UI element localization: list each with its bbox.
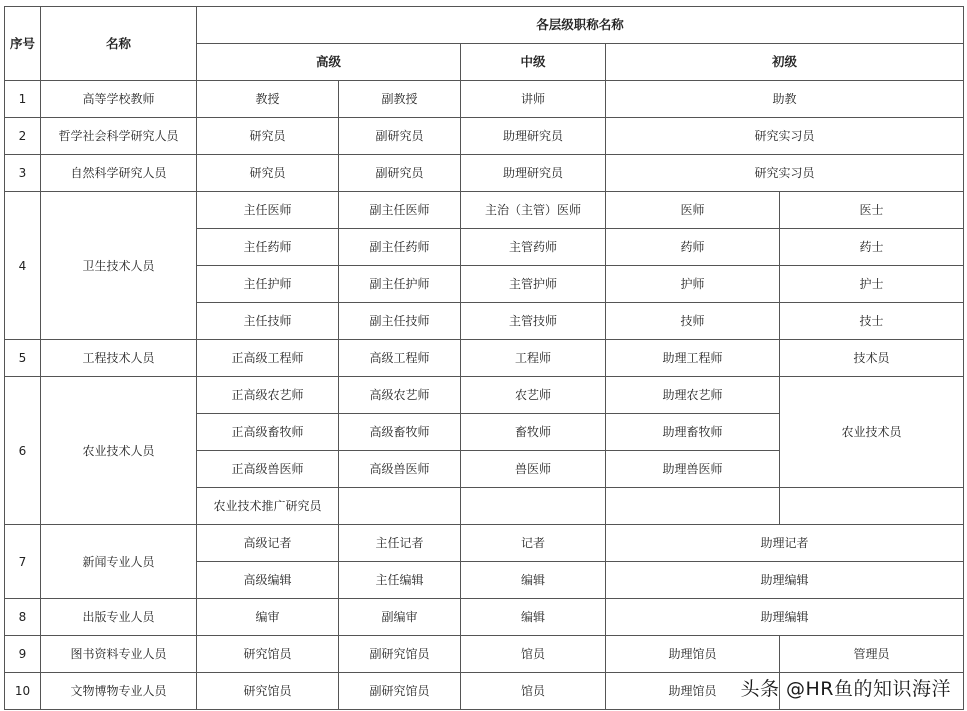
junior-lower-title-cell: 护士 [780,266,964,303]
senior-title-cell: 农业技术推广研究员 [197,488,339,525]
table-row [5,377,964,414]
vice-senior-title-cell: 高级农艺师 [339,377,461,414]
middle-title-cell: 讲师 [461,81,606,118]
middle-title-cell: 主管护师 [461,266,606,303]
junior-lower-title-cell: 药士 [780,229,964,266]
table-row [5,155,964,192]
senior-title-cell: 高级记者 [197,525,339,562]
table-row [5,525,964,562]
junior-lower-title-cell: 医士 [780,192,964,229]
senior-title-cell: 主任护师 [197,266,339,303]
junior-title-cell: 助理畜牧师 [606,414,780,451]
junior-title-cell: 助理馆员 [606,636,780,673]
vice-senior-title-cell: 高级畜牧师 [339,414,461,451]
junior-lower-title-cell: 技术员 [780,340,964,377]
middle-title-cell: 记者 [461,525,606,562]
seq-cell: 7 [5,525,41,599]
junior-title-cell: 研究实习员 [606,118,964,155]
middle-title-cell: 主管药师 [461,229,606,266]
senior-title-cell: 正高级畜牧师 [197,414,339,451]
vice-senior-title-cell: 副教授 [339,81,461,118]
header-junior: 初级 [606,44,964,81]
header-middle: 中级 [461,44,606,81]
junior-title-cell: 研究实习员 [606,155,964,192]
junior-title-cell: 助教 [606,81,964,118]
senior-title-cell: 高级编辑 [197,562,339,599]
vice-senior-title-cell: 副研究馆员 [339,636,461,673]
middle-title-cell: 工程师 [461,340,606,377]
junior-title-cell: 护师 [606,266,780,303]
table-row [5,81,964,118]
table-row [5,340,964,377]
seq-cell: 1 [5,81,41,118]
table-row [5,118,964,155]
header-group: 各层级职称名称 [197,7,964,44]
senior-title-cell: 正高级工程师 [197,340,339,377]
empty-cell [339,488,461,525]
seq-cell: 8 [5,599,41,636]
junior-title-cell: 助理农艺师 [606,377,780,414]
seq-cell: 6 [5,377,41,525]
junior-title-cell: 助理编辑 [606,562,964,599]
empty-cell [606,488,780,525]
name-cell: 出版专业人员 [41,599,197,636]
senior-title-cell: 主任技师 [197,303,339,340]
table-row [5,599,964,636]
middle-title-cell: 助理研究员 [461,118,606,155]
name-cell: 高等学校教师 [41,81,197,118]
vice-senior-title-cell: 副主任药师 [339,229,461,266]
middle-title-cell: 主治（主管）医师 [461,192,606,229]
junior-title-cell: 技师 [606,303,780,340]
name-cell: 哲学社会科学研究人员 [41,118,197,155]
vice-senior-title-cell: 副主任技师 [339,303,461,340]
senior-title-cell: 教授 [197,81,339,118]
seq-cell: 5 [5,340,41,377]
vice-senior-title-cell: 副研究馆员 [339,673,461,710]
vice-senior-title-cell: 主任记者 [339,525,461,562]
senior-title-cell: 正高级农艺师 [197,377,339,414]
senior-title-cell: 研究员 [197,155,339,192]
header-senior: 高级 [197,44,461,81]
vice-senior-title-cell: 主任编辑 [339,562,461,599]
name-cell: 工程技术人员 [41,340,197,377]
seq-cell: 10 [5,673,41,710]
seq-cell: 2 [5,118,41,155]
junior-title-cell: 助理兽医师 [606,451,780,488]
header-seq: 序号 [5,7,41,81]
vice-senior-title-cell: 副研究员 [339,118,461,155]
senior-title-cell: 正高级兽医师 [197,451,339,488]
middle-title-cell: 编辑 [461,599,606,636]
middle-title-cell: 兽医师 [461,451,606,488]
junior-title-cell: 助理记者 [606,525,964,562]
name-cell: 农业技术人员 [41,377,197,525]
vice-senior-title-cell: 副编审 [339,599,461,636]
junior-title-cell: 助理馆员 [606,673,780,710]
vice-senior-title-cell: 副研究员 [339,155,461,192]
name-cell: 新闻专业人员 [41,525,197,599]
middle-title-cell: 馆员 [461,636,606,673]
junior-title-cell: 助理编辑 [606,599,964,636]
header-row-1 [5,7,964,44]
title-table [4,6,964,710]
junior-title-cell: 助理工程师 [606,340,780,377]
empty-cell [461,488,606,525]
header-name: 名称 [41,7,197,81]
seq-cell: 4 [5,192,41,340]
vice-senior-title-cell: 副主任医师 [339,192,461,229]
middle-title-cell: 助理研究员 [461,155,606,192]
table-row [5,636,964,673]
senior-title-cell: 研究员 [197,118,339,155]
watermark: 头条 @HR鱼的知识海洋 [740,678,951,700]
middle-title-cell: 编辑 [461,562,606,599]
senior-title-cell: 主任医师 [197,192,339,229]
vice-senior-title-cell: 高级兽医师 [339,451,461,488]
seq-cell: 9 [5,636,41,673]
junior-lower-title-cell: 技士 [780,303,964,340]
junior-title-cell: 药师 [606,229,780,266]
middle-title-cell: 主管技师 [461,303,606,340]
middle-title-cell: 农艺师 [461,377,606,414]
middle-title-cell: 馆员 [461,673,606,710]
name-cell: 自然科学研究人员 [41,155,197,192]
table-row [5,192,964,229]
senior-title-cell: 主任药师 [197,229,339,266]
middle-title-cell: 畜牧师 [461,414,606,451]
name-cell: 卫生技术人员 [41,192,197,340]
junior-lower-title-cell: 管理员 [780,636,964,673]
vice-senior-title-cell: 副主任护师 [339,266,461,303]
senior-title-cell: 研究馆员 [197,636,339,673]
senior-title-cell: 编审 [197,599,339,636]
name-cell: 图书资料专业人员 [41,636,197,673]
vice-senior-title-cell: 高级工程师 [339,340,461,377]
seq-cell: 3 [5,155,41,192]
senior-title-cell: 研究馆员 [197,673,339,710]
junior-lower-title-cell: 农业技术员 [780,377,964,488]
name-cell: 文物博物专业人员 [41,673,197,710]
junior-title-cell: 医师 [606,192,780,229]
empty-cell [780,488,964,525]
